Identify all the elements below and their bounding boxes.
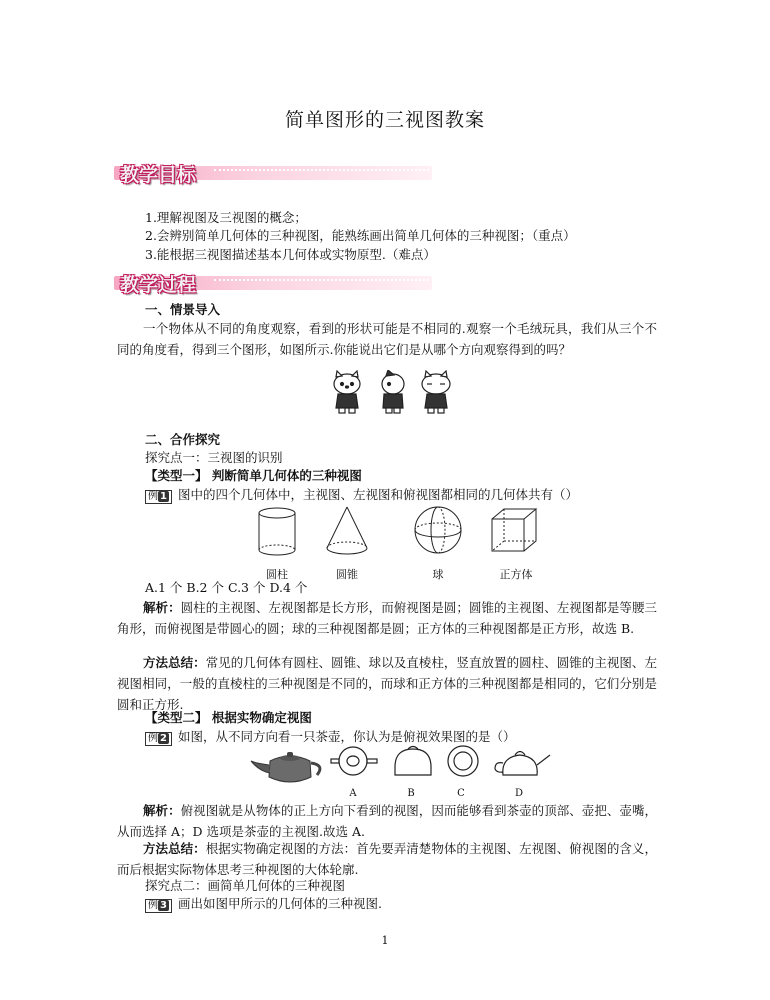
heading-scenario: 一、情景导入 — [145, 302, 221, 317]
section-banner-goals — [114, 160, 434, 184]
explore-point-1: 探究点一：三视图的识别 — [145, 450, 283, 465]
plush-toy-views-figure — [328, 370, 456, 416]
goal-item-3: 3.能根据三视图描述基本几何体或实物原型.（难点） — [145, 247, 436, 262]
shape-label-cone: 圆锥 — [336, 568, 358, 581]
section-label-goals: 教学目标 — [120, 164, 197, 186]
plush-toy-side-view — [382, 370, 404, 413]
shape-label-sphere: 球 — [432, 568, 444, 581]
teapot-option-c — [448, 746, 478, 776]
example-2-badge: 例 2 — [145, 732, 172, 746]
teapot-label-d: D — [514, 788, 524, 799]
teapot-label-b: B — [407, 788, 415, 799]
example-1-options: A.1 个 B.2 个 C.3 个 D.4 个 — [145, 580, 308, 595]
page-title: 简单图形的三视图教案 — [284, 109, 485, 131]
page-number: 1 — [381, 934, 389, 947]
cube-shape — [492, 509, 536, 551]
teapot-option-b — [395, 747, 431, 776]
section-label-process: 教学过程 — [120, 274, 197, 296]
shape-label-cylinder: 圆柱 — [266, 568, 288, 581]
plush-toy-back-view — [422, 371, 450, 413]
section-banner-process — [114, 270, 434, 294]
sphere-shape — [415, 507, 461, 553]
example-1-analysis: 解析：圆柱的主视图、左视图都是长方形，而俯视图是圆；圆锥的主视图、左视图都是等腰三角形，而俯视图是带圆心的圆；球的三种视图都是圆；正方体的三种视图都是正方形，故选 B. — [117, 600, 657, 636]
type-1-heading: 【类型一】 判断简单几何体的三种视图 — [145, 468, 362, 483]
teapot-photo — [251, 752, 320, 782]
example-1-summary: 方法总结：常见的几何体有圆柱、圆锥、球以及直棱柱，竖直放置的圆柱、圆锥的主视图、左视图相同，一般的直棱柱的三种视图是不同的，而球和正方体的三种视图都是相同的，它们分别是圆和正方形. — [117, 655, 657, 712]
shape-label-cube: 正方体 — [499, 568, 533, 581]
example-3-question: 例 3 画出如图甲所示的几何体的三种视图. — [145, 894, 685, 913]
example-1-badge: 例 1 — [145, 490, 172, 504]
teapot-option-d — [495, 752, 550, 776]
heading-cooperative: 二、合作探究 — [145, 432, 221, 447]
type-2-heading: 【类型二】 根据实物确定视图 — [145, 710, 312, 725]
example-2-analysis: 解析：俯视图就是从物体的正上方向下看到的视图，因而能够看到茶壶的顶部、壶把、壶嘴，从而选择 A；D 选项是茶壶的主视图.故选 A. — [117, 803, 657, 839]
cylinder-shape — [259, 508, 295, 555]
example-3-badge: 例 3 — [145, 899, 172, 913]
goal-item-1: 1.理解视图及三视图的概念； — [145, 210, 307, 225]
solids-figure — [250, 505, 550, 563]
teapot-option-a — [331, 747, 377, 775]
goal-item-2: 2.会辨别简单几何体的三种视图，能熟练画出简单几何体的三种视图；（重点） — [145, 228, 576, 243]
teapot-figure — [245, 743, 565, 793]
cone-shape — [327, 507, 367, 554]
example-2-summary: 方法总结：根据实物确定视图的方法：首先要弄清楚物体的主视图、左视图、俯视图的含义，而后根据实际物体思考三种视图的大体轮廓. — [117, 841, 657, 877]
teapot-label-c: C — [457, 788, 465, 799]
example-1-question: 例 1 图中的四个几何体中，主视图、左视图和俯视图都相同的几何体共有（） — [145, 485, 685, 504]
plush-toy-front-view — [334, 371, 360, 413]
teapot-label-a: A — [349, 788, 357, 799]
example-2-question: 例 2 如图，从不同方向看一只茶壶，你认为是俯视效果图的是（） — [145, 727, 685, 746]
explore-point-2: 探究点二：画简单几何体的三种视图 — [145, 878, 346, 893]
scenario-paragraph: 一个物体从不同的角度观察，看到的形状可能是不相同的.观察一个毛绒玩具，我们从三个不同的角度看，得到三个图形，如图所示.你能说出它们是从哪个方向观察得到的吗？ — [117, 321, 657, 357]
